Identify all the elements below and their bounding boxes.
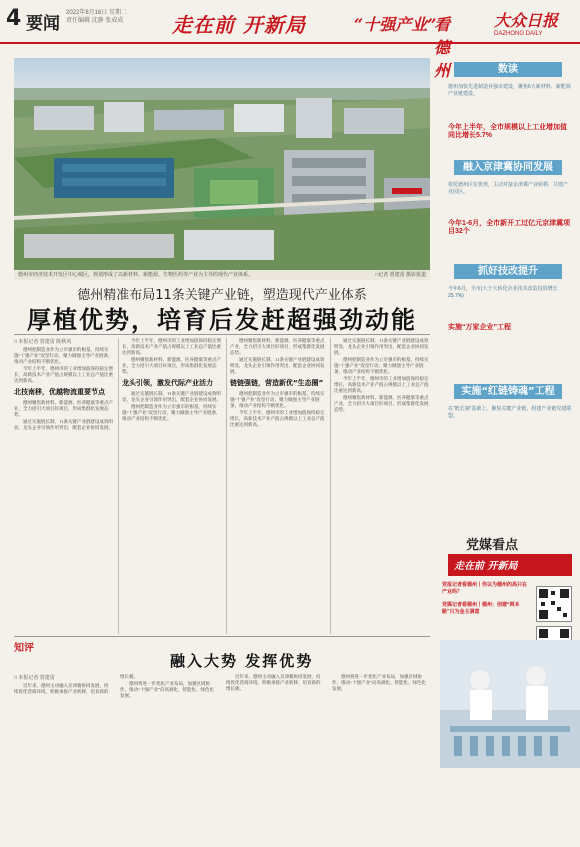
lab-photo <box>440 640 580 768</box>
article-column-1 <box>14 338 114 634</box>
article-subhead: 龙头引领，激发代际产业活力 <box>122 379 213 387</box>
sidebar-tag: 实施“红链铸魂”工程 <box>454 384 562 399</box>
sidebar-text: 依托德州区位优势，主动对接京津冀产业转移，共建产业园区。 <box>448 182 569 195</box>
sidebar-text: 德州加快先进制造业强市建设，聚焦6大新材料、新能源产业链建设。 <box>448 84 571 97</box>
sidebar-stat-value: 实施“万家企业”工程 <box>448 324 511 331</box>
issue-date: 2022年8月16日 星期二 <box>66 10 128 16</box>
news-banner-text: 走在前 开新局 <box>454 561 518 572</box>
news-box-banner <box>448 554 572 576</box>
article-paragraph: 德州聚焦新材料、新能源、医养健康等重点产业，全力招引大项目好项目，形成集群化发展态势。 <box>14 400 113 417</box>
article-paragraph: 德州聚焦新材料、新能源、医养健康等重点产业，全力招引大项目好项目，形成集群化发展态势。 <box>334 395 429 412</box>
article-paragraph: 德州聚焦新材料、新能源、医养健康等重点产业，全力招引大项目好项目，形成集群化发展态势。 <box>230 338 325 355</box>
logo-text: 大众日报 <box>494 11 559 30</box>
article-paragraph: 通过实施链长制，11条关键产业链建设成效明显，龙头企业引领作用突出，配套企业协同发展。 <box>14 419 113 430</box>
article-paragraph: 德州把制造业作为立市强市的根基，持续实施“十强产业”攻坚行动，聚力做强主导产业链条，推动产业结构不断优化。 <box>14 347 113 364</box>
section-name: 要闻 <box>26 14 60 34</box>
sidebar-stat <box>448 124 572 140</box>
article-column-4 <box>334 338 430 634</box>
article-byline: □ 本报记者 贾建雷 陈秋风 <box>14 339 72 345</box>
sidebar-text: 在“链长制”基础上，聚焦关键产业链，组建产业链党建联盟。 <box>448 406 572 419</box>
banner-quote: “十强产业” <box>354 15 437 34</box>
article-paragraph: 今年上半年，德州市的工业增加值保持稳定增长，高新技术产业产值占规模以上工业总产值比重达到新高。 <box>122 338 221 355</box>
editor-line: 责任编辑 沈静 张成成 <box>66 18 124 24</box>
sidebar-stat-value: 今年上半年，全市规模以上工业增加值同比增长5.7% <box>448 124 567 139</box>
commentary-byline: □ 本报记者 贾建雷 <box>14 675 55 681</box>
commentary-label-text: 知评 <box>14 643 34 654</box>
commentary-headline: 融入大势 发挥优势 <box>170 652 314 670</box>
lab-photo-image <box>440 640 580 768</box>
campaign-banner <box>172 5 462 80</box>
article-paragraph: 通过实施链长制，11条关键产业链建设成效明显，龙头企业引领作用突出，配套企业协同发展。 <box>122 391 221 402</box>
newspaper-logo <box>494 8 576 37</box>
sidebar-stat-value: 今年1-6月，全市新开工过亿元京津冀项目32个 <box>448 220 571 235</box>
article-paragraph: 通过实施链长制，11条关键产业链建设成效明显，龙头企业引领作用突出，配套企业协同发展。 <box>334 338 429 355</box>
aerial-photo-image <box>14 58 430 270</box>
news-item[interactable]: 党媒记者看德州丨德州：创建“网本路”只为金主满意 <box>442 602 520 615</box>
news-box-title: 党媒看点 <box>466 538 519 553</box>
sidebar-tag: 数读 <box>454 62 562 77</box>
banner-main: 走在前 开新局 <box>172 13 306 37</box>
sidebar-text: 今年6月，全市(大于大转化企业技术改造投资增长25.7%) <box>448 286 558 299</box>
article-column-2 <box>122 338 222 634</box>
issue-meta <box>66 9 127 25</box>
column-divider <box>226 338 227 634</box>
sidebar-tag: 融入京津冀协同发展 <box>454 160 562 175</box>
article-paragraph: 德州把制造业作为立市强市的根基，持续实施“十强产业”攻坚行动，聚力做强主导产业链条，推动产业结构不断优化。 <box>122 404 221 421</box>
article-paragraph: 今年上半年，德州市的工业增加值保持稳定增长，高新技术产业产值占规模以上工业总产值比重达到新高。 <box>14 366 113 383</box>
column-divider <box>330 338 331 634</box>
page-number: 4 <box>6 6 22 31</box>
qr-code-icon <box>536 586 572 622</box>
column-divider <box>118 338 119 634</box>
article-paragraph: 德州把制造业作为立市强市的根基，持续实施“十强产业”攻坚行动，聚力做强主导产业链条，推动产业结构不断优化。 <box>334 357 429 374</box>
article-paragraph: 德州把制造业作为立市强市的根基，持续实施“十强产业”攻坚行动，聚力做强主导产业链条，推动产业结构不断优化。 <box>230 391 325 408</box>
aerial-photo <box>14 58 430 270</box>
logo-subtitle: DAZHONG DAILY <box>494 31 543 37</box>
article-subhead: 北技南移，优越物流重要节点 <box>14 388 105 396</box>
commentary-paragraph: 德州将进一步优化产业布局，加强区域协作，推动“十强产业”向高端化、智能化、绿色化发展。 <box>120 681 214 698</box>
article-paragraph: 德州聚焦新材料、新能源、医养健康等重点产业，全力招引大项目好项目，形成集群化发展态势。 <box>122 357 221 374</box>
headline-divider <box>14 334 430 335</box>
photo-caption <box>14 270 430 280</box>
news-item[interactable]: 党报记者看德州丨你以为德州的高只在产业吗？ <box>442 582 528 595</box>
commentary-label <box>14 636 70 654</box>
article-column-3 <box>230 338 326 634</box>
banner-tail: 看德州 <box>434 15 451 80</box>
commentary-body <box>14 674 430 844</box>
article-subhead: 链链强链，营造新优“生态圈” <box>230 379 324 387</box>
caption-text: 德州市经济技术开发区中心城区，规划形成了以新材料、新能源、生物医药等产业为主导的现代产业体系。 <box>18 272 254 278</box>
commentary-paragraph: 近年来，德州主动融入京津冀协同发展，持续优化营商环境，积极承接产业转移，培育新的增长极。 <box>226 674 321 691</box>
commentary-paragraph: 德州将进一步优化产业布局，加强区域协作，推动“十强产业”向高端化、智能化、绿色化发展。 <box>332 674 426 691</box>
commentary-paragraph: 近年来，德州主动融入京津冀协同发展，持续优化营商环境，积极承接产业转移，培育新的增长极。 <box>14 674 138 694</box>
article-paragraph: 今年上半年，德州市的工业增加值保持稳定增长，高新技术产业产值占规模以上工业总产值比重达到新高。 <box>334 376 429 393</box>
article-paragraph: 今年上半年，德州市的工业增加值保持稳定增长，高新技术产业产值占规模以上工业总产值比重达到新高。 <box>230 410 325 427</box>
news-list <box>442 582 530 616</box>
commentary-divider <box>14 636 430 637</box>
photo-credit: □记者 贾建雷 摄影报道 <box>375 272 426 278</box>
article-paragraph: 通过实施链长制，11条关键产业链建设成效明显，龙头企业引领作用突出，配套企业协同发展。 <box>230 357 325 374</box>
sidebar-stat <box>448 324 572 332</box>
sidebar-stat <box>448 220 572 236</box>
article-headline: 厚植优势，培育后发赶超强劲动能 <box>27 306 417 334</box>
article-kicker: 德州精准布局11条关键产业链，塑造现代产业体系 <box>77 288 367 303</box>
sidebar-tag: 抓好技改提升 <box>454 264 562 279</box>
